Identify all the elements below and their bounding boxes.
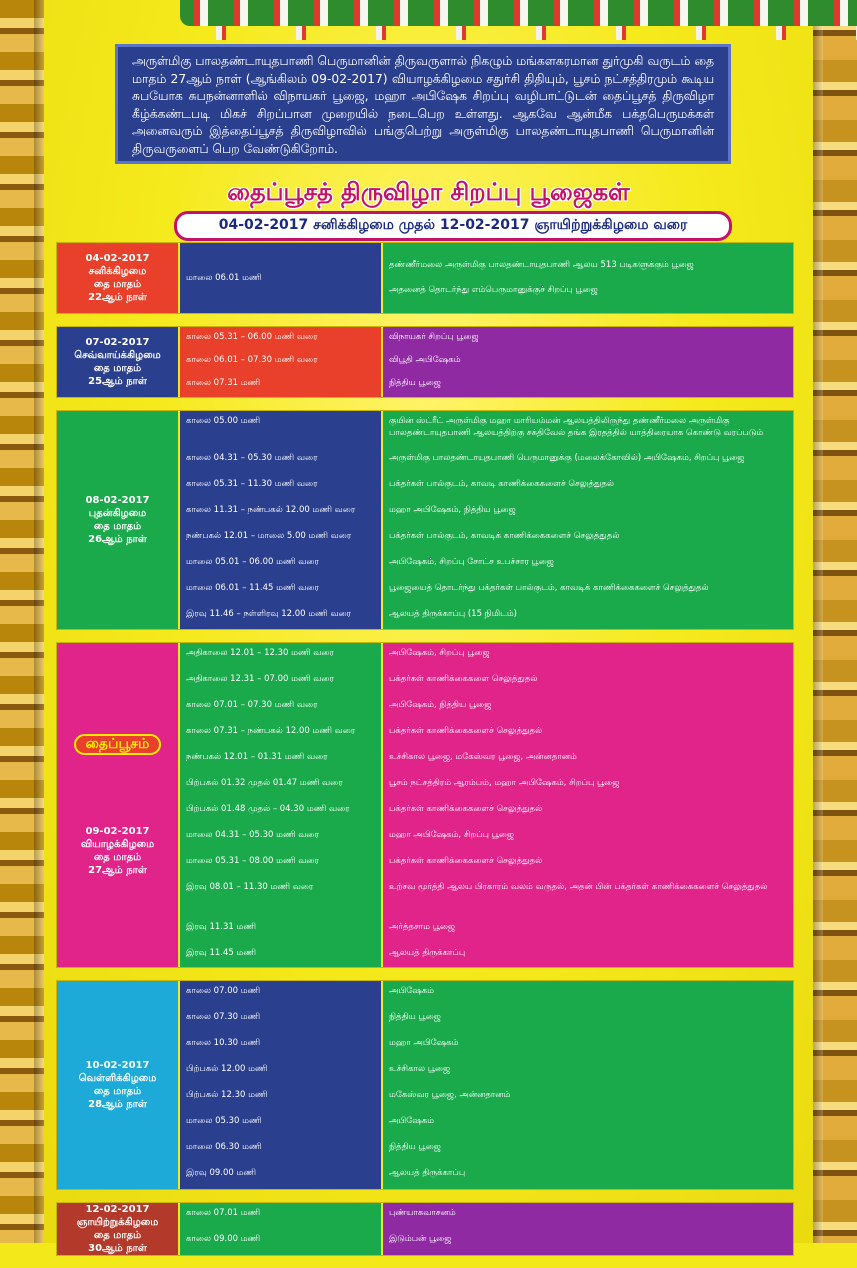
event-cell: பக்தர்கள் பால்குடம், காவடி காணிக்கைகளைச் செலுத்துதல் (383, 474, 793, 500)
day-cell (57, 643, 180, 967)
intro-paragraph: அருள்மிகு பாலதண்டாயுதபாணி பெருமானின் திருவருளால் நிகழும் மங்களகரமான துர்முகி வருடம் தை மாதம் 27ஆம் நாள் (ஆங்கிலம் 09-02-2017) வியாழக்கிழமை சதுர்சி திதியும், பூசம் நட்சத்திரமும் கூடிய சுபயோக சுபநன்னாளில் விநாயகர் பூஜை, மஹா அபிஷேக சிறப்பு வழிபாட்டுடன் தைப்பூசத் திருவிழா கீழ்க்கண்டபடி மிகச் சிறப்பான முறையில் நடைபெற உள்ளது. ஆகவே ஆன்மீக பக்தபெருமக்கள் அனைவரும் இத்தைப்பூசத் திருவிழாவில் பங்குபெற்று அருள்மிகு பாலதண்டாயுதபாணி பெருமானின் திருவருளைப் பெற வேண்டுகிறோம். (115, 44, 731, 164)
time-cell: மாலை 06.30 மணி (180, 1137, 383, 1163)
event-cell: பக்தர்கள் காணிக்கைகளைச் செலுத்துதல் (383, 851, 793, 877)
event-cell: நித்திய பூஜை (383, 373, 793, 397)
event-cell: பக்தர்கள் காணிக்கைகளைச் செலுத்துதல் (383, 799, 793, 825)
time-cell: பிற்பகல் 12.30 மணி (180, 1085, 383, 1111)
day-number: 25ஆம் நாள் (88, 376, 147, 387)
table-row (180, 877, 793, 917)
page-title: தைப்பூசத் திருவிழா சிறப்பு பூஜைகள் (227, 178, 630, 206)
table-row (180, 327, 793, 350)
flower-garland-decoration (180, 0, 857, 26)
event-cell: அபிஷேகம், நித்திய பூஜை (383, 695, 793, 721)
time-cell: மாலை 06.01 – 11.45 மணி வரை (180, 578, 383, 604)
time-cell: இரவு 11.45 மணி (180, 943, 383, 967)
event-cell: புண்யாகவாசனம் (383, 1203, 793, 1229)
event-cell: விபூதி அபிஷேகம் (383, 350, 793, 373)
table-row (180, 373, 793, 397)
event-cell: பக்தர்கள் காணிக்கைகளைச் செலுத்துதல் (383, 721, 793, 747)
table-row (180, 695, 793, 721)
time-cell: காலை 07.31 – நண்பகல் 12.00 மணி வரை (180, 721, 383, 747)
table-row (180, 1137, 793, 1163)
time-cell: காலை 07.31 மணி (180, 373, 383, 397)
day-cell (57, 981, 180, 1189)
table-row (180, 643, 793, 669)
time-cell: காலை 04.31 – 05.30 மணி வரை (180, 448, 383, 474)
table-row (180, 1111, 793, 1137)
time-cell: இரவு 11.31 மணி (180, 917, 383, 943)
event-cell: பூசம் நட்சத்திரம் ஆரம்பம், மஹா அபிஷேகம், சிறப்பு பூஜை (383, 773, 793, 799)
day-group (56, 980, 794, 1190)
day-weekday: செவ்வாய்க்கிழமை (74, 350, 161, 361)
day-date: 12-02-2017 (85, 1204, 150, 1215)
time-cell: காலை 05.31 – 11.30 மணி வரை (180, 474, 383, 500)
table-row (180, 474, 793, 500)
day-number: 22ஆம் நாள் (88, 292, 147, 303)
rows (180, 981, 793, 1189)
event-cell: ஆலயத் திருக்காப்பு (15 நிமிடம்) (383, 604, 793, 629)
time-cell: நண்பகல் 12.01 – 01.31 மணி வரை (180, 747, 383, 773)
rows (180, 243, 793, 313)
time-cell: காலை 05.31 – 06.00 மணி வரை (180, 327, 383, 350)
day-date: 07-02-2017 (85, 337, 150, 348)
day-group (56, 326, 794, 398)
event-cell: அபிஷேகம் (383, 981, 793, 1007)
table-row (180, 747, 793, 773)
time-cell: காலை 07.00 மணி (180, 981, 383, 1007)
event-cell (383, 243, 793, 313)
day-date: 04-02-2017 (85, 253, 150, 264)
table-row (180, 411, 793, 448)
day-cell (57, 243, 180, 313)
day-group (56, 410, 794, 630)
table-row (180, 773, 793, 799)
day-month: தை மாதம் (93, 1230, 142, 1241)
table-row (180, 943, 793, 967)
time-cell: காலை 07.30 மணி (180, 1007, 383, 1033)
event-cell: பூஜையைத் தொடர்ந்து பக்தர்கள் பால்குடம், காவடிக் காணிக்கைகளைச் செலுத்துதல் (383, 578, 793, 604)
time-cell: இரவு 11.46 – நள்ளிரவு 12.00 மணி வரை (180, 604, 383, 629)
event-cell: அபிஷேகம் (383, 1111, 793, 1137)
day-number: 28ஆம் நாள் (88, 1099, 147, 1110)
event-cell: அபிஷேகம், சிறப்பு சோட்ச உபச்சார பூஜை (383, 552, 793, 578)
event-cell: மஹா அபிஷேகம் (383, 1033, 793, 1059)
table-row (180, 243, 793, 313)
rows (180, 643, 793, 967)
table-row (180, 350, 793, 373)
day-date: 10-02-2017 (85, 1060, 150, 1071)
event-cell: உச்சிகால பூஜை (383, 1059, 793, 1085)
day-month: தை மாதம் (93, 1086, 142, 1097)
table-row (180, 851, 793, 877)
time-cell: மாலை 04.31 – 05.30 மணி வரை (180, 825, 383, 851)
event-text: அதனைத் தொடர்ந்து எம்பெருமானுக்குச் சிறப்பு பூஜை (389, 285, 598, 295)
day-group (56, 1202, 794, 1256)
table-row (180, 799, 793, 825)
time-cell: அதிகாலை 12.01 – 12.30 மணி வரை (180, 643, 383, 669)
day-group (56, 242, 794, 314)
time-cell: மாலை 05.31 – 08.00 மணி வரை (180, 851, 383, 877)
day-month: தை மாதம் (93, 521, 142, 532)
table-row (180, 448, 793, 474)
day-weekday: வெள்ளிக்கிழமை (78, 1073, 157, 1084)
event-cell: பக்தர்கள் காணிக்கைகளை செலுத்துதல் (383, 669, 793, 695)
table-row (180, 1229, 793, 1255)
event-cell: அபிஷேகம், சிறப்பு பூஜை (383, 643, 793, 669)
rows (180, 411, 793, 629)
time-cell: காலை 05.00 மணி (180, 411, 383, 448)
table-row (180, 1007, 793, 1033)
day-cell (57, 327, 180, 397)
event-cell: இடும்பன் பூஜை (383, 1229, 793, 1255)
table-row (180, 604, 793, 629)
day-cell (57, 411, 180, 629)
event-cell: பக்தர்கள் பால்குடம், காவடிக் காணிக்கைகளைச் செலுத்துதல் (383, 526, 793, 552)
event-cell: அர்த்தசாம பூஜை (383, 917, 793, 943)
table-row (180, 1163, 793, 1189)
day-month: தை மாதம் (93, 363, 142, 374)
day-date: 09-02-2017 (85, 825, 150, 837)
day-date: 08-02-2017 (85, 495, 150, 506)
time-cell: மாலை 05.01 – 06.00 மணி வரை (180, 552, 383, 578)
table-row (180, 1203, 793, 1229)
table-row (180, 1033, 793, 1059)
time-cell: மாலை 06.01 மணி (180, 243, 383, 313)
time-cell: பிற்பகல் 01.48 முதல் – 04.30 மணி வரை (180, 799, 383, 825)
event-text: தண்ணீர்மலை அருள்மிகு பாலதண்டாயுதபாணி ஆலய 513 படிகளுக்கும் பூஜை (389, 259, 694, 270)
event-cell: விநாயகர் சிறப்பு பூஜை (383, 327, 793, 350)
day-weekday: ஞாயிற்றுக்கிழமை (76, 1217, 159, 1228)
table-row (180, 1085, 793, 1111)
time-cell: நண்பகல் 12.01 – மாலை 5.00 மணி வரை (180, 526, 383, 552)
time-cell: பிற்பகல் 01.32 முதல் 01.47 மணி வரை (180, 773, 383, 799)
schedule-table (56, 242, 794, 1268)
time-cell: காலை 07.01 மணி (180, 1203, 383, 1229)
time-cell: இரவு 09.00 மணி (180, 1163, 383, 1189)
time-cell: இரவு 08.01 – 11.30 மணி வரை (180, 877, 383, 917)
day-month: தை மாதம் (93, 279, 142, 290)
time-cell: காலை 06.01 – 07.30 மணி வரை (180, 350, 383, 373)
table-row (180, 1059, 793, 1085)
day-number: 26ஆம் நாள் (88, 534, 147, 545)
day-weekday: புதன்கிழமை (88, 508, 147, 519)
rows (180, 327, 793, 397)
event-cell: மஹா அபிஷேகம், நித்திய பூஜை (383, 500, 793, 526)
time-cell: மாலை 05.30 மணி (180, 1111, 383, 1137)
rows (180, 1203, 793, 1255)
time-cell: காலை 11.31 – நண்பகல் 12.00 மணி வரை (180, 500, 383, 526)
event-cell: அருள்மிகு பாலதண்டாயுதபாணி பெருமானுக்கு (மலைக்கோவில்) அபிஷேகம், சிறப்பு பூஜை (383, 448, 793, 474)
day-cell (57, 1203, 180, 1255)
time-cell: அதிகாலை 12.31 – 07.00 மணி வரை (180, 669, 383, 695)
time-cell: காலை 09.00 மணி (180, 1229, 383, 1255)
event-cell: மகேஸ்வர பூஜை, அன்னதானம் (383, 1085, 793, 1111)
day-group (56, 642, 794, 968)
table-row (180, 552, 793, 578)
time-cell: காலை 10.30 மணி (180, 1033, 383, 1059)
time-cell: காலை 07.01 – 07.30 மணி வரை (180, 695, 383, 721)
event-cell: குயின் ஸ்ட்ரீட் அருள்மிகு மஹா மாரியம்மன் ஆலயத்திலிருந்து தண்ணீர்மலை அருள்மிகு பாலதண்டாயுதபாணி ஆலயத்திற்கு சக்திவேல் தங்க இரதத்தில் யாத்திரையாக கொண்டு வரப்படும் (383, 411, 793, 448)
event-cell: உச்சிகால பூஜை, மகேஸ்வர பூஜை, அன்னதானம் (383, 747, 793, 773)
thaipusam-badge: தைப்பூசம் (74, 734, 162, 755)
day-number: 30ஆம் நாள் (88, 1243, 147, 1254)
table-row (180, 526, 793, 552)
table-row (180, 578, 793, 604)
day-number: 27ஆம் நாள் (88, 864, 147, 876)
event-cell: ஆலயத் திருக்காப்பு (383, 943, 793, 967)
table-row (180, 825, 793, 851)
event-cell: உற்சவ மூர்த்தி ஆலய பிரகாரம் வலம் வருதல், அதன் பின் பக்தர்கள் காணிக்கைகளைச் செலுத்துதல் (383, 877, 793, 917)
day-month: தை மாதம் (93, 851, 142, 863)
table-row (180, 917, 793, 943)
table-row (180, 669, 793, 695)
day-weekday: சனிக்கிழமை (88, 266, 147, 277)
table-row (180, 500, 793, 526)
event-cell: மஹா அபிஷேகம், சிறப்பு பூஜை (383, 825, 793, 851)
event-cell: ஆலயத் திருக்காப்பு (383, 1163, 793, 1189)
time-cell: பிற்பகல் 12.00 மணி (180, 1059, 383, 1085)
event-cell: நித்திய பூஜை (383, 1007, 793, 1033)
event-cell: நித்திய பூஜை (383, 1137, 793, 1163)
table-row (180, 981, 793, 1007)
table-row (180, 721, 793, 747)
date-range-banner: 04-02-2017 சனிக்கிழமை முதல் 12-02-2017 ஞாயிற்றுக்கிழமை வரை (174, 211, 732, 241)
day-weekday: வியாழக்கிழமை (80, 838, 155, 850)
